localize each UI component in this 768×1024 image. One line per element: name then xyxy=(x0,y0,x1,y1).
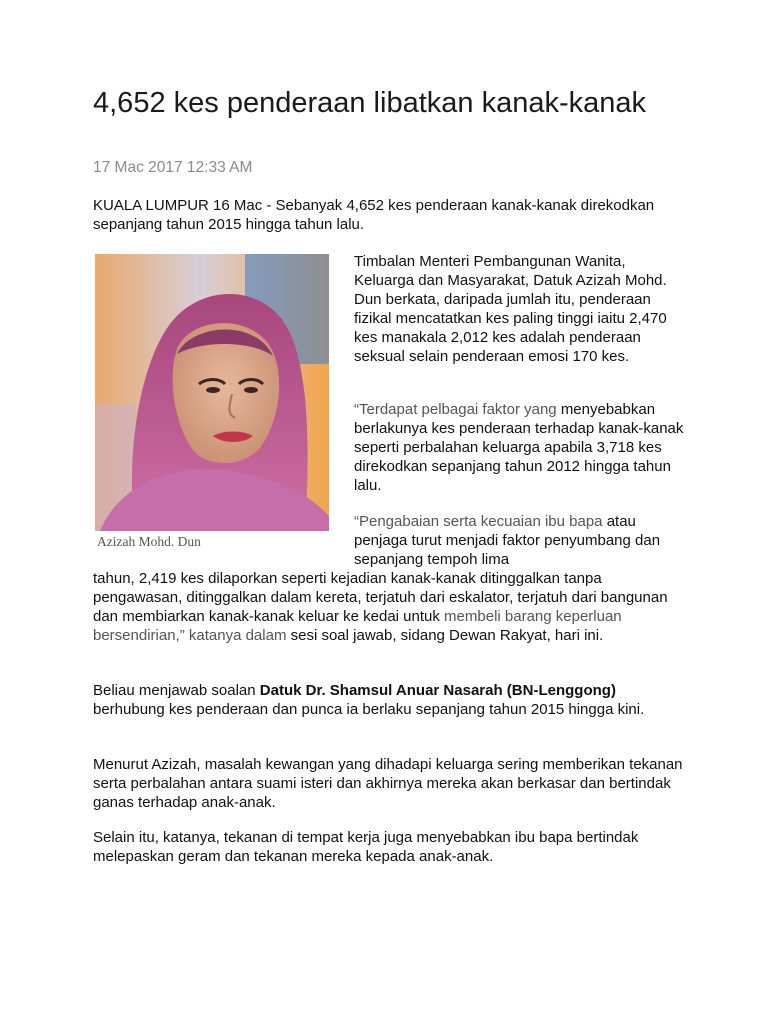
paragraph-4-post: berhubung kes penderaan dan punca ia berlaku sepanjang tahun 2015 hingga kini. xyxy=(93,701,645,718)
lead-paragraph: KUALA LUMPUR 16 Mac - Sebanyak 4,652 kes penderaan kanak-kanak direkodkan sepanjang tahun 2015 hingga tahun lalu. xyxy=(93,197,655,233)
paragraph-4-pre: Beliau menjawab soalan xyxy=(93,682,260,699)
paragraph-3-full xyxy=(93,569,683,645)
article-title: 4,652 kes penderaan libatkan kanak-kanak xyxy=(93,87,646,119)
paragraph-2 xyxy=(354,400,684,495)
paragraph-2-quote-start: “Terdapat pelbagai faktor yang xyxy=(354,401,557,418)
paragraph-3-column xyxy=(354,512,684,569)
paragraph-4 xyxy=(93,681,683,719)
paragraph-3-end: sesi soal jawab, sidang Dewan Rakyat, hari ini. xyxy=(286,627,604,644)
paragraph-4-bold-name: Datuk Dr. Shamsul Anuar Nasarah (BN-Lenggong) xyxy=(259,682,616,699)
portrait-photo xyxy=(95,254,329,531)
portrait-illustration xyxy=(95,254,329,531)
paragraph-3-column-text: atau penjaga turut menjadi faktor penyumbang dan sepanjang tempoh lima xyxy=(354,513,661,568)
photo-caption: Azizah Mohd. Dun xyxy=(97,534,201,549)
paragraph-5: Menurut Azizah, masalah kewangan yang dihadapi keluarga sering memberikan tekanan serta perbalahan antara suami isteri dan akhirnya mereka akan berkasar dan bertindak ganas terhadap anak-anak. xyxy=(93,756,683,811)
paragraph-6: Selain itu, katanya, tekanan di tempat kerja juga menyebabkan ibu bapa bertindak melepaskan geram dan tekanan mereka kepada anak-anak. xyxy=(93,829,639,865)
paragraph-3-quote-start: “Pengabaian serta kecuaian ibu bapa xyxy=(354,513,603,530)
paragraph-3-light-text: membeli barang keperluan bersendirian,” katanya dalam xyxy=(93,608,622,644)
paragraph-3-wide-text: tahun, 2,419 kes dilaporkan seperti kejadian kanak-kanak ditinggalkan tanpa pengawasan, ditinggalkan dalam kereta, terjatuh dari eskalator, terjatuh dari bangunan dan membiarkan kanak-kanak keluar ke kedai untuk xyxy=(93,570,668,625)
article-date: 17 Mac 2017 12:33 AM xyxy=(93,159,253,176)
paragraph-2-rest: menyebabkan berlakunya kes penderaan terhadap kanak-kanak seperti perbalahan keluarga apabila 3,718 kes direkodkan sepanjang tahun 2012 hingga tahun lalu. xyxy=(354,401,684,494)
paragraph-1: Timbalan Menteri Pembangunan Wanita, Keluarga dan Masyarakat, Datuk Azizah Mohd. Dun berkata, daripada jumlah itu, penderaan fizikal mencatatkan kes paling tinggi iaitu 2,470 kes manakala 2,012 kes adalah penderaan seksual selain penderaan emosi 170 kes. xyxy=(354,253,667,365)
